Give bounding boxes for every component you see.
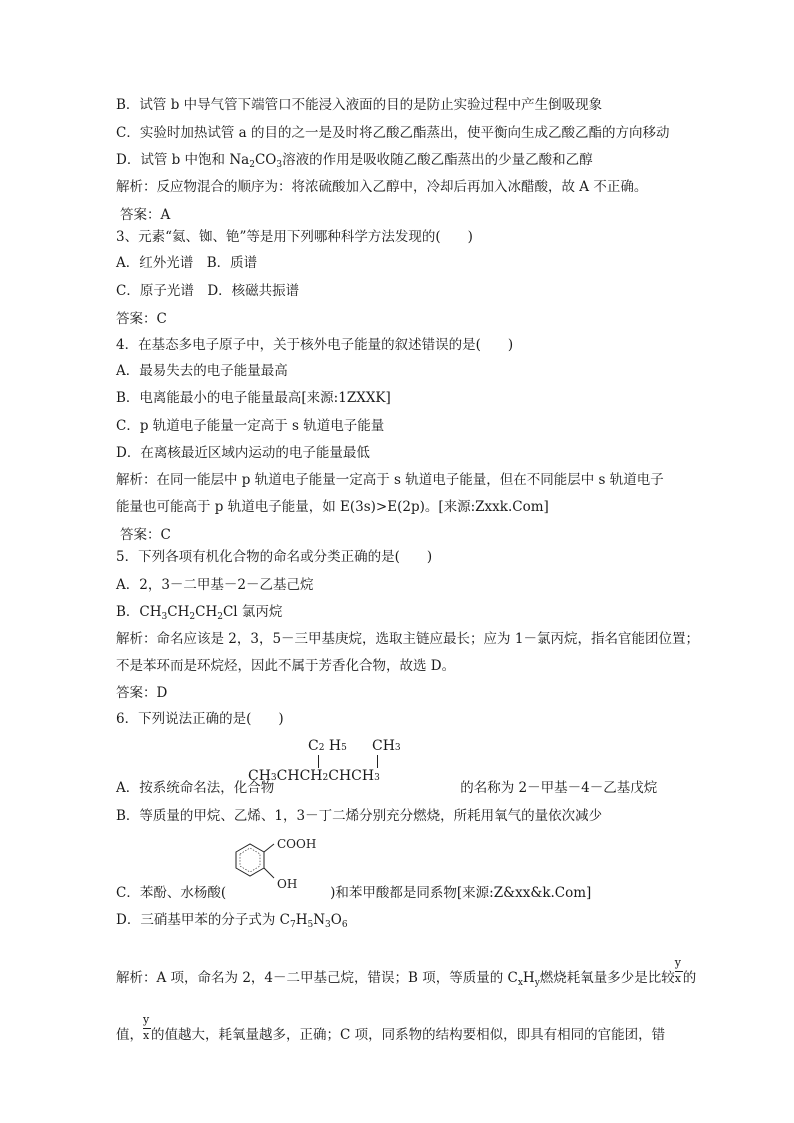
q5-analysis-2: 不是苯环而是环烷烃，因此不属于芳香化合物，故选 D。 xyxy=(116,658,456,674)
q5-option-a: A．2，3－二甲基－2－乙基己烷 xyxy=(116,577,314,593)
q3-options-ab: A．红外光谱 B．质谱 xyxy=(116,255,258,271)
bond-line-2 xyxy=(377,755,378,768)
main-chain: CH3CHCH2CHCH3 xyxy=(248,768,380,784)
q6-option-d: D．三硝基甲苯的分子式为 $C_7H_5N_3O_6$ xyxy=(116,912,348,930)
q4-option-b: B．电离能最小的电子能量最高[来源:1ZXXK] xyxy=(116,390,391,406)
q4-option-c: C．p 轨道电子能量一定高于 s 轨道电子能量 xyxy=(116,418,385,434)
oh-label: OH xyxy=(277,877,298,891)
ethyl-branch: C2 H5 xyxy=(308,738,347,754)
methyl-branch: CH3 xyxy=(372,738,401,754)
q5-option-b: B．$CH_3CH_2CH_2Cl$ 氯丙烷 xyxy=(116,604,283,622)
q4-analysis-2: 能量也可能高于 p 轨道电子能量，如 E(3s)>E(2p)。[来源:Zxxk.Com] xyxy=(116,499,549,515)
question-6: 6．下列说法正确的是( ) xyxy=(116,711,284,727)
q3-options-cd: C．原子光谱 D．核磁共振谱 xyxy=(116,283,300,299)
answer-line: 答案：A xyxy=(120,207,171,223)
q6-analysis-2: 值， $\frac{y}{x}$ 的值越大，耗氧量越多，正确；C 项，同系物的结构要相似，即具有相同的官能团，错 xyxy=(116,1013,666,1043)
q6-option-b: B．等质量的甲烷、乙烯、1，3－丁二烯分别充分燃烧，所耗用氧气的量依次减少 xyxy=(116,808,603,824)
option-d-line: D．试管 b 中饱和 $Na_2CO_3$溶液的作用是吸收随乙酸乙酯蒸出的少量乙酸和乙醇 xyxy=(116,152,593,170)
analysis-line: 解析：反应物混合的顺序为：将浓硫酸加入乙醇中，冷却后再加入冰醋酸，故 A 不正确。 xyxy=(116,179,648,195)
bond-line-1 xyxy=(318,755,319,768)
y-over-x-fraction: $\frac{y}{x}$ xyxy=(674,956,682,985)
q3-answer: 答案：C xyxy=(116,311,167,327)
q6-option-a: A．按系统命名法，化合物 的名称为 2－甲基－4－乙基戊烷 xyxy=(116,780,658,796)
question-4: 4．在基态多电子原子中，关于核外电子能量的叙述错误的是( ) xyxy=(116,337,514,353)
cooh-label: COOH xyxy=(277,837,317,851)
question-5: 5．下列各项有机化合物的命名或分类正确的是( ) xyxy=(116,549,433,565)
option-c-line: C．实验时加热试管 a 的目的之一是及时将乙酸乙酯蒸出，使平衡向生成乙酸乙酯的方向移动 xyxy=(116,125,670,141)
q6-option-c: C．苯酚、水杨酸( )和苯甲酸都是同系物[来源:Z&xx&k.Com] xyxy=(116,885,592,901)
question-3: 3、元素“氦、铷、铯”等是用下列哪种科学方法发现的( ) xyxy=(116,229,473,245)
q4-option-d: D．在离核最近区域内运动的电子能量最低 xyxy=(116,445,370,461)
q4-answer: 答案：C xyxy=(120,527,171,543)
q6-analysis-1: 解析：A 项，命名为 2，4－二甲基己烷，错误；B 项，等质量的 $C_xH_y$燃烧耗氧量多少是比较 $\frac{y}{x}$ 的 xyxy=(116,956,697,988)
q5-answer: 答案：D xyxy=(116,685,168,701)
option-b-line: B．试管 b 中导气管下端管口不能浸入液面的目的是防止实验过程中产生倒吸现象 xyxy=(116,97,603,113)
q4-option-a: A．最易失去的电子能量最高 xyxy=(116,363,288,379)
q5-analysis-1: 解析：命名应该是 2，3，5－三甲基庚烷，选取主链应最长；应为 1－氯丙烷，指名官能团位置； xyxy=(116,631,699,647)
q4-analysis-1: 解析：在同一能层中 p 轨道电子能量一定高于 s 轨道电子能量，但在不同能层中 s 轨道电子 xyxy=(116,472,664,488)
y-over-x-fraction-2: $\frac{y}{x}$ xyxy=(143,1013,150,1042)
